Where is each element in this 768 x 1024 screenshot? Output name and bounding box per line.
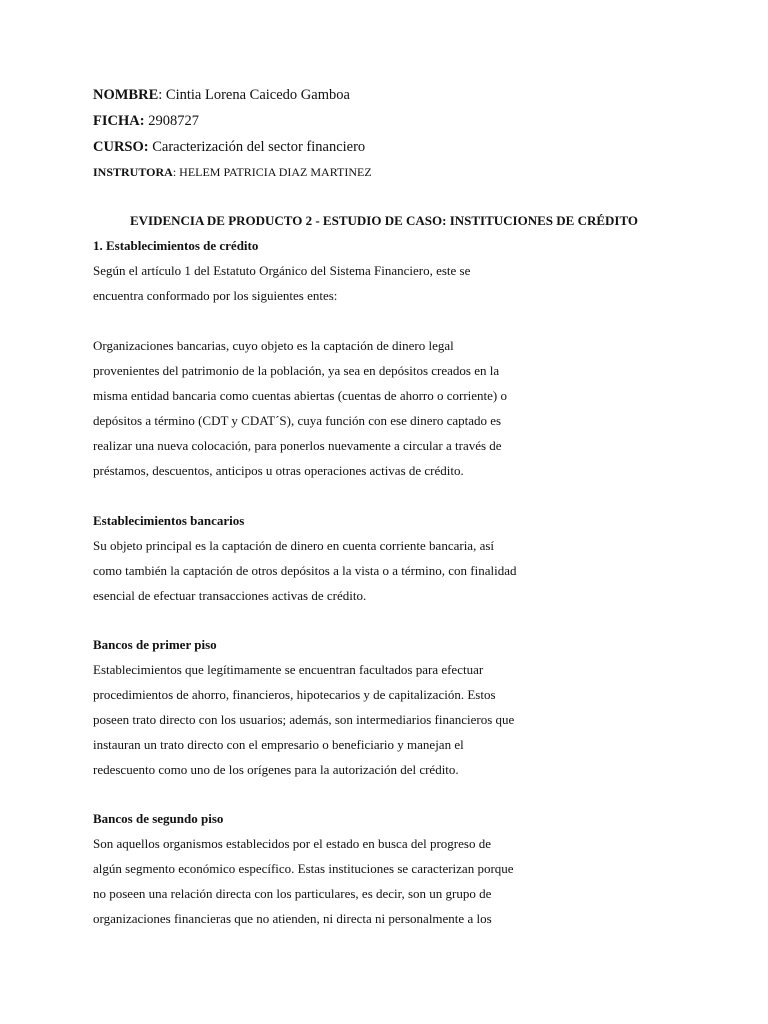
ficha-value: 2908727 bbox=[144, 113, 199, 129]
paragraph-line: Su objeto principal es la captación de dinero en cuenta corriente bancaria, así bbox=[93, 538, 495, 553]
ficha-line bbox=[93, 112, 199, 130]
paragraph-line: realizar una nueva colocación, para ponerlos nuevamente a circular a través de bbox=[93, 438, 502, 453]
paragraph-line: Son aquellos organismos establecidos por el estado en busca del progreso de bbox=[93, 836, 491, 851]
paragraph-line: esencial de efectuar transacciones activas de crédito. bbox=[93, 588, 367, 603]
document-title: EVIDENCIA DE PRODUCTO 2 - ESTUDIO DE CASO: INSTITUCIONES DE CRÉDITO bbox=[129, 213, 639, 228]
ficha-label: FICHA: bbox=[93, 113, 145, 129]
nombre-value: : Cintia Lorena Caicedo Gamboa bbox=[158, 87, 350, 103]
paragraph-line: algún segmento económico específico. Estas instituciones se caracterizan porque bbox=[93, 861, 514, 876]
paragraph-line: depósitos a término (CDT y CDAT´S), cuya función con ese dinero captado es bbox=[93, 413, 502, 428]
paragraph-line: Establecimientos que legítimamente se encuentran facultados para efectuar bbox=[93, 662, 484, 677]
paragraph-line: organizaciones financieras que no atienden, ni directa ni personalmente a los bbox=[93, 911, 492, 926]
paragraph-line: procedimientos de ahorro, financieros, hipotecarios y de capitalización. Estos bbox=[93, 687, 496, 702]
paragraph-line: Según el artículo 1 del Estatuto Orgánico del Sistema Financiero, este se bbox=[93, 263, 471, 278]
instrutora-label: INSTRUTORA bbox=[93, 165, 173, 179]
paragraph-line: redescuento como uno de los orígenes para la autorización del crédito. bbox=[93, 762, 459, 777]
primer-piso-heading: Bancos de primer piso bbox=[93, 637, 217, 652]
establecimientos-bancarios-heading: Establecimientos bancarios bbox=[93, 513, 245, 528]
paragraph-line: provenientes del patrimonio de la población, ya sea en depósitos creados en la bbox=[93, 363, 500, 378]
instrutora-line bbox=[93, 165, 372, 180]
paragraph-line: no poseen una relación directa con los particulares, es decir, son un grupo de bbox=[93, 886, 492, 901]
nombre-label: NOMBRE bbox=[93, 87, 159, 103]
curso-label: CURSO: bbox=[93, 139, 149, 155]
paragraph-line: Organizaciones bancarias, cuyo objeto es la captación de dinero legal bbox=[93, 338, 454, 353]
paragraph-line: como también la captación de otros depósitos a la vista o a término, con finalidad bbox=[93, 563, 517, 578]
section1-heading: 1. Establecimientos de crédito bbox=[93, 238, 259, 253]
curso-line bbox=[93, 138, 365, 156]
segundo-piso-heading: Bancos de segundo piso bbox=[93, 811, 224, 826]
curso-value: Caracterización del sector financiero bbox=[148, 139, 366, 155]
paragraph-line: poseen trato directo con los usuarios; además, son intermediarios financieros que bbox=[93, 712, 515, 727]
paragraph-line: préstamos, descuentos, anticipos u otras operaciones activas de crédito. bbox=[93, 463, 464, 478]
paragraph-line: misma entidad bancaria como cuentas abiertas (cuentas de ahorro o corriente) o bbox=[93, 388, 508, 403]
paragraph-line: instauran un trato directo con el empresario o beneficiario y manejan el bbox=[93, 737, 464, 752]
nombre-line bbox=[93, 86, 350, 104]
instrutora-value: : HELEM PATRICIA DIAZ MARTINEZ bbox=[172, 165, 372, 179]
paragraph-line: encuentra conformado por los siguientes entes: bbox=[93, 288, 338, 303]
